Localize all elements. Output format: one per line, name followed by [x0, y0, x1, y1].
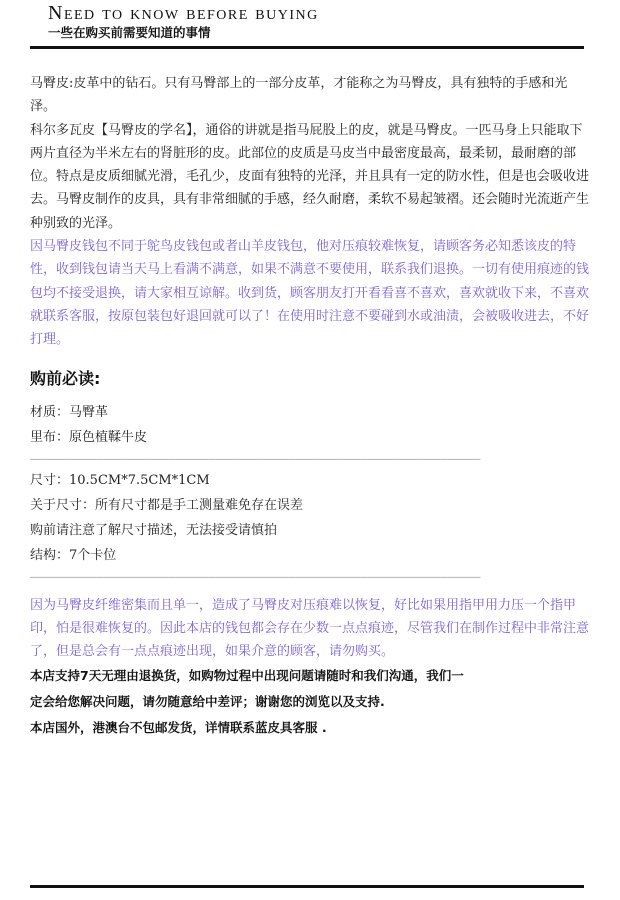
spec-structure: 结构：7个卡位: [30, 547, 117, 563]
page-header: [48, 2, 588, 41]
spec-lining: 里布：原色植鞣牛皮: [30, 429, 148, 445]
section-title: 购前必读:: [30, 368, 101, 388]
notice-paragraph: 因为马臀皮纤维密集而且单一，造成了马臀皮对压痕难以恢复，好比如果用指甲用力压一个指甲印，怕是很难恢复的。因此本店的钱包都会存在少数一点点痕迹，尽管我们在制作过程中非常注意了，但是总会有一点点痕迹出现，如果介意的顾客，请勿购买。: [30, 597, 590, 660]
spec-material: 材质：马臀革: [30, 404, 109, 420]
top-divider-rule: [30, 46, 584, 49]
bottom-divider-rule: [30, 885, 584, 888]
header-subtitle: 一些在购买前需要知道的事情: [48, 25, 211, 40]
header-title: Need to know before buying: [48, 2, 319, 24]
policy-line-2: 定会给您解决问题，请勿随意给中差评；谢谢您的浏览以及支持.: [30, 694, 385, 710]
intro-paragraph-1: 马臀皮:皮革中的钻石。只有马臀部上的一部分皮革，才能称之为马臀皮，具有独特的手感和光泽。: [30, 76, 568, 115]
policy-line-1: 本店支持7天无理由退换货，如购物过程中出现问题请随时和我们沟通，我们一: [30, 668, 464, 684]
care-warning-paragraph: 因马臀皮钱包不同于鸵鸟皮钱包或者山羊皮钱包，他对压痕较难恢复，请顾客务必知悉该皮的特性，收到钱包请当天马上看满不满意，如果不满意不要使用，联系我们退换。一切有使用痕迹的钱包均不接受退换，请大家相互谅解。收到货，顾客朋友打开看看喜不喜欢，喜欢就收下来，不喜欢就联系客服，按原包装包好退回就可以了！在使用时注意不要碰到水或油渍，会被吸收进去，不好打理。: [30, 239, 590, 348]
spec-size-note: 关于尺寸：所有尺寸都是手工测量难免存在误差: [30, 497, 304, 513]
intro-paragraph-2: 科尔多瓦皮【马臀皮的学名】，通俗的讲就是指马屁股上的皮，就是马臀皮。一匹马身上只能取下两片直径为半米左右的肾脏形的皮。此部位的皮质是马皮当中最密度最高，最柔韧，最耐磨的部位。特点是皮质细腻光滑，毛孔少，皮面有独特的光泽，并且具有一定的防水性，但是也会吸收进去。马臀皮制作的皮具，具有非常细腻的手感，经久耐磨，柔软不易起皱褶。还会随时光流逝产生种别致的光泽。: [30, 122, 590, 231]
dashed-divider: ————————————————————————————————————————————————————————————————————: [30, 451, 481, 465]
dashed-divider: ————————————————————————————————————————————————————————————————————: [30, 569, 481, 583]
content-area: [30, 72, 590, 741]
spec-size: 尺寸：10.5CM*7.5CM*1CM: [30, 472, 210, 488]
policy-line-3: 本店国外，港澳台不包邮发货，详情联系蓝皮具客服 .: [30, 720, 327, 736]
spec-size-warning: 购前请注意了解尺寸描述，无法接受请慎拍: [30, 522, 278, 538]
